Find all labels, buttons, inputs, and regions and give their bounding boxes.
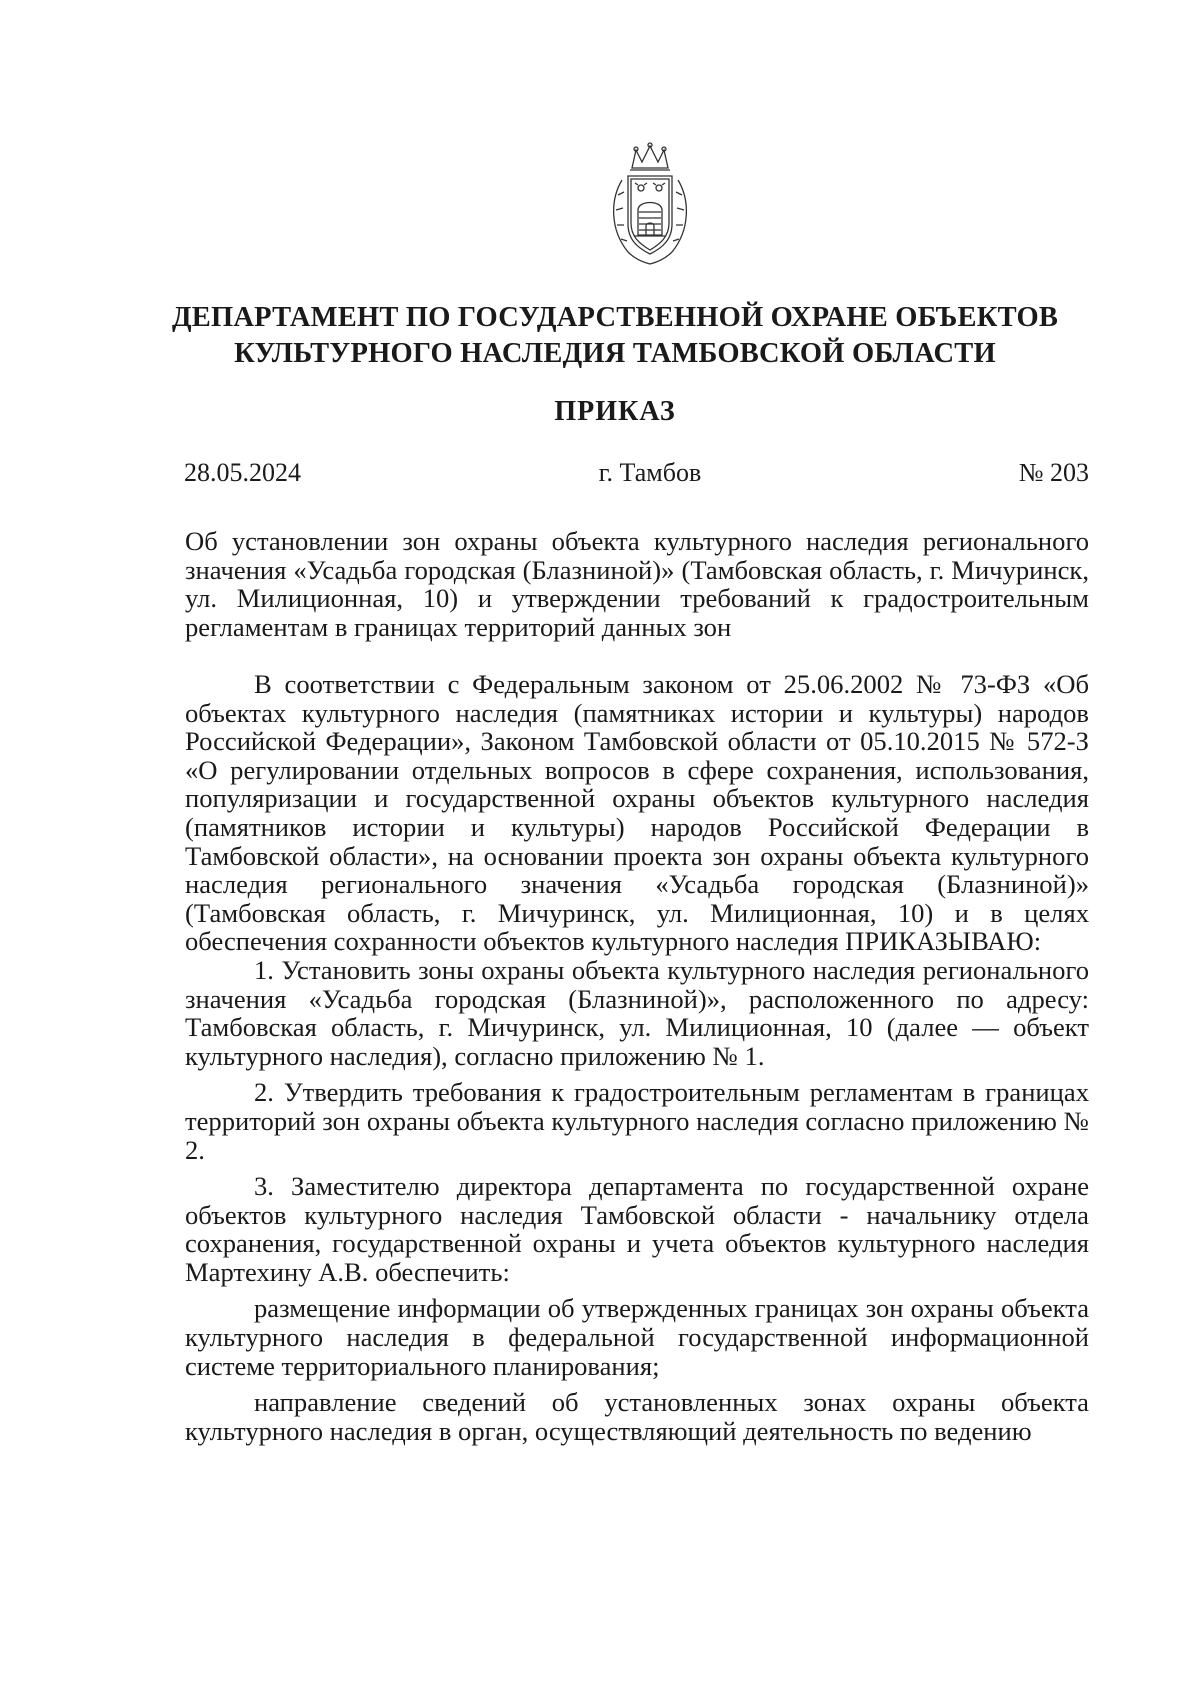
order-city: г. Тамбов [598,458,702,487]
document-type-title: ПРИКАЗ [554,396,676,427]
tambov-coat-of-arms-icon [600,140,700,270]
item-2-paragraph: 2. Утвердить требования к градостроительным регламентам в границах территорий зон охраны объекта культурного наследия согласно приложению № 2. [185,1077,1089,1165]
item-3-paragraph: 3. Заместителю директора департамента по государственной охране объектов культурного наследия Тамбовской области - начальнику отдела сохранения, государственной охраны и учета объектов культурного наследия Мартехину А.В. обеспечить: [185,1171,1089,1287]
preamble-paragraph: В соответствии с Федеральным законом от 25.06.2002 № 73-ФЗ «Об объектах культурного наследия (памятниках истории и культуры) народов Российской Федерации», Законом Тамбовской области от 05.10.2015 № 572-З «О регулировании отдельных вопросов в сфере сохранения, использования, популяризации и государственной охраны объектов культурного наследия (памятников истории и культуры) народов Российской Федерации в Тамбовской области», на основании проекта зон охраны объекта культурного наследия регионального значения «Усадьба городская (Блазниной)» (Тамбовская область, г. Мичуринск, ул. Милиционная, 10) и в целях обеспечения сохранности объектов культурного наследия ПРИКАЗЫВАЮ: [185,669,1089,957]
order-number: № 203 [1018,458,1089,487]
order-date: 28.05.2024 [184,458,301,487]
order-body [185,670,1089,1445]
item-1-paragraph: 1. Установить зоны охраны объекта культурного наследия регионального значения «Усадьба городская (Блазниной)», расположенного по адресу: Тамбовская область, г. Мичуринск, ул. Милиционная, 10 (далее — объект культурного наследия), согласно приложению № 1. [185,954,1089,1071]
department-line-1: ДЕПАРТАМЕНТ ПО ГОСУДАРСТВЕННОЙ ОХРАНЕ ОБЪЕКТОВ [171,302,1059,333]
department-line-2: КУЛЬТУРНОГО НАСЛЕДИЯ ТАМБОВСКОЙ ОБЛАСТИ [234,338,996,369]
department-name [150,300,1080,372]
item-3-subitem-2: направление сведений об установленных зонах охраны объекта культурного наследия в орган, осуществляющий деятельность по ведению [185,1387,1089,1446]
order-subject: Об установлении зон охраны объекта культурного наследия регионального значения «Усадьба городская (Блазниной)» (Тамбовская область, г. Мичуринск, ул. Милиционная, 10) и утверждении требований к градостроительным регламентам в границах территорий данных зон [185,526,1089,642]
item-3-subitem-1: размещение информации об утвержденных границах зон охраны объекта культурного наследия в федеральной государственной информационной системе территориального планирования; [185,1293,1089,1381]
